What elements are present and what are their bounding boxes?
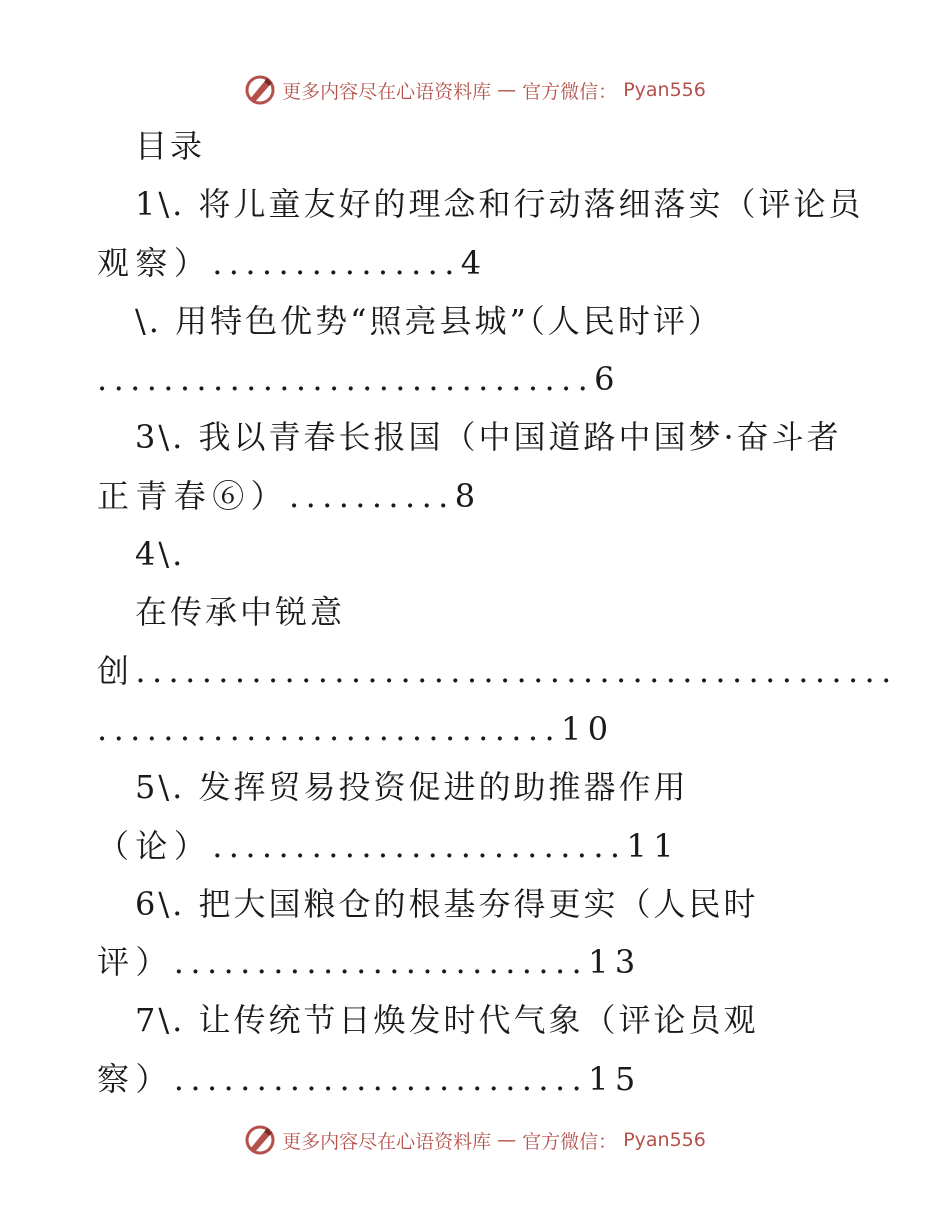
toc-entry-line: 7\. 让传统节日焕发时代气象（评论员观: [135, 1001, 759, 1040]
toc-entry-line: 正青春⑥）..........8: [97, 476, 482, 515]
toc-entry-line: 创..............................................: [97, 651, 898, 690]
toc-entry-line: 察）.........................15: [97, 1059, 642, 1098]
toc-entry-line: （论）.........................11: [97, 826, 681, 865]
table-of-contents: [0, 117, 950, 1108]
toc-entry-line: ..............................6: [97, 360, 621, 399]
banner-text: 更多内容尽在心语资料库: [282, 80, 492, 103]
toc-entry-line: ............................10: [97, 709, 615, 748]
toc-entry-line: 观察）...............4: [97, 243, 488, 282]
banner-wechat-id: Pyan556: [623, 1129, 706, 1151]
pen-logo-icon: [244, 1124, 276, 1156]
toc-entry-line: \. 用特色优势“照亮县城”（人民时评）: [135, 301, 723, 340]
toc-entry-line: 4\.: [135, 535, 186, 574]
toc-entry-line: 评）.........................13: [97, 943, 642, 982]
toc-entry-line: 5\. 发挥贸易投资促进的助推器作用: [135, 768, 689, 807]
toc-entry-line: 3\. 我以青春长报国（中国道路中国梦·奋斗者: [135, 418, 842, 457]
banner-separator: —: [497, 1129, 517, 1151]
toc-entry-line: 在传承中锐意: [135, 593, 346, 632]
banner-text: 更多内容尽在心语资料库: [282, 1130, 492, 1153]
toc-entry-line: 1\. 将儿童友好的理念和行动落细落实（评论员: [135, 185, 864, 224]
banner-wechat-label: 官方微信：: [522, 80, 618, 103]
footer-banner: [0, 1120, 950, 1160]
toc-entry-line: 6\. 把大国粮仓的根基夯得更实（人民时: [135, 884, 759, 923]
banner-wechat-label: 官方微信：: [522, 1130, 618, 1153]
header-banner: [0, 70, 950, 110]
toc-title: 目录: [135, 127, 206, 165]
banner-separator: —: [497, 79, 517, 101]
pen-logo-icon: [244, 74, 276, 106]
banner-wechat-id: Pyan556: [623, 79, 706, 101]
